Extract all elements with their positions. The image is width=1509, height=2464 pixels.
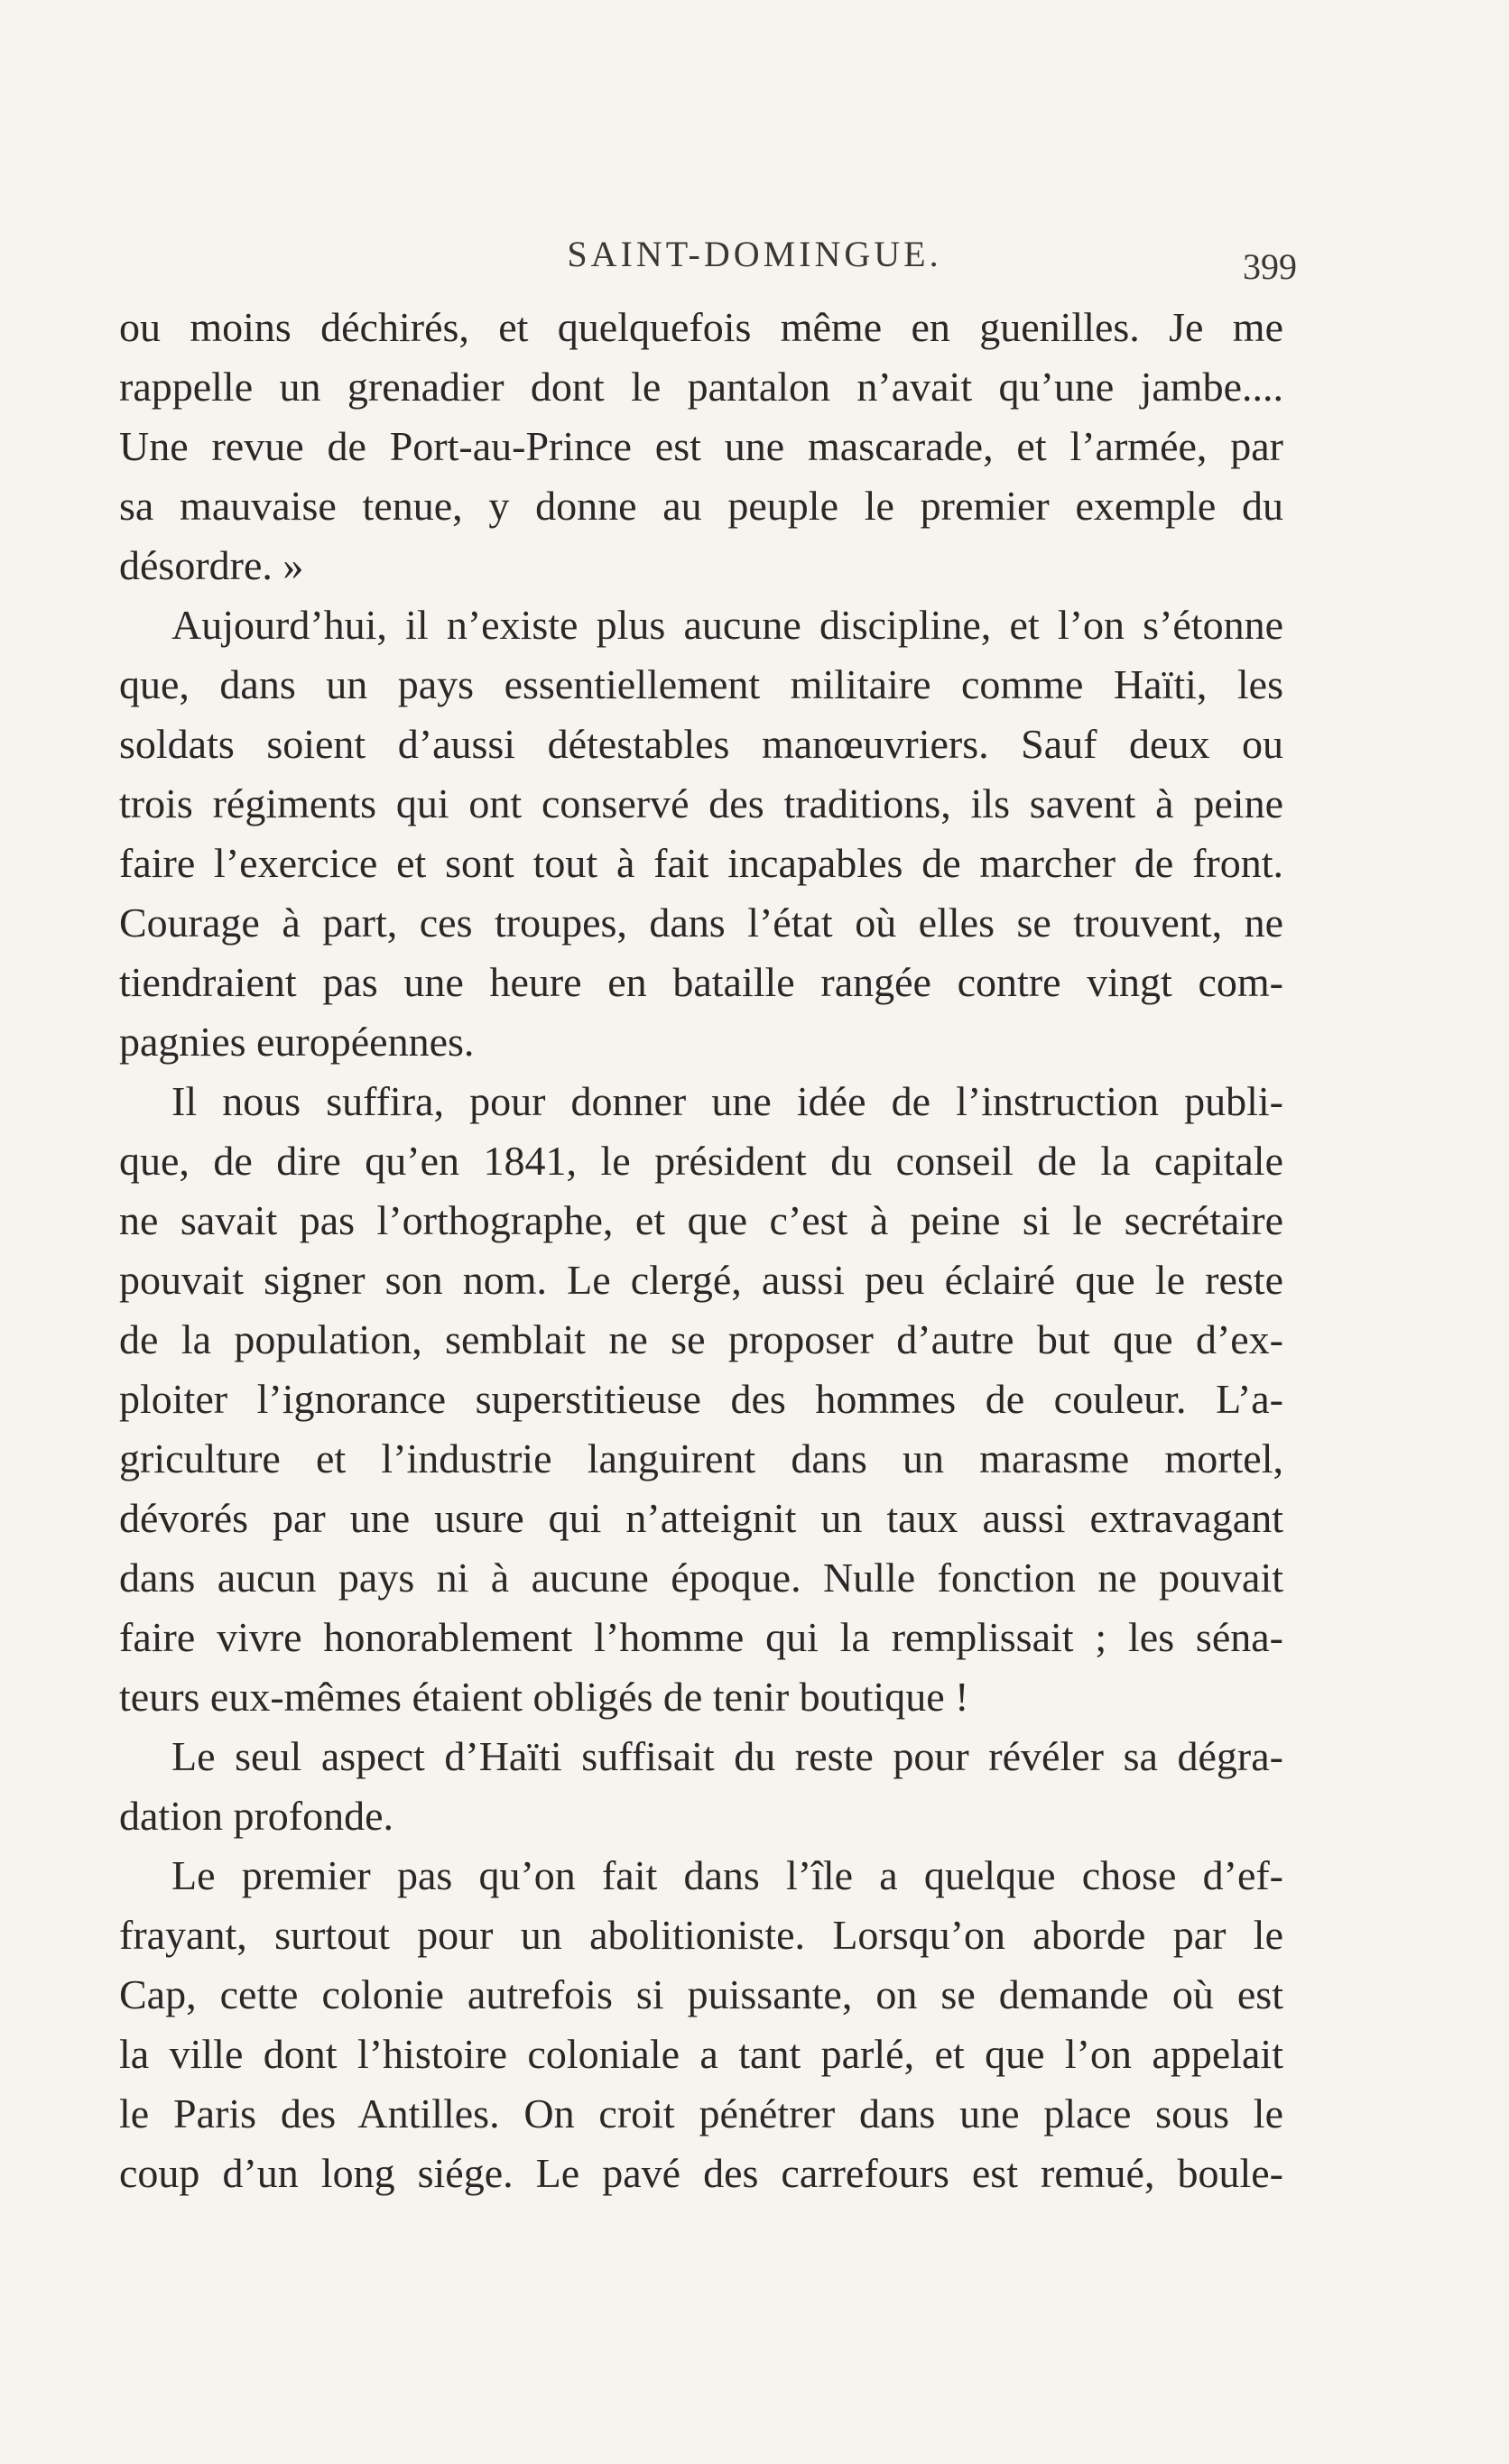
text-line: faire vivre honorablement l’homme qui la remplissait ; les séna- — [119, 1614, 1283, 1660]
text-line: coup d’un long siége. Le pavé des carrefours est remué, boule- — [119, 2150, 1283, 2196]
text-line: rappelle un grenadier dont le pantalon n’avait qu’une jambe.... — [119, 364, 1283, 410]
text-line: la ville dont l’histoire coloniale a tant parlé, et que l’on appelait — [119, 2031, 1283, 2077]
text-line: griculture et l’industrie languirent dans un marasme mortel, — [119, 1435, 1283, 1481]
text-line: ploiter l’ignorance superstitieuse des hommes de couleur. L’a- — [119, 1376, 1283, 1422]
text-line: sa mauvaise tenue, y donne au peuple le premier exemple du — [119, 483, 1283, 529]
text-line: de la population, semblait ne se proposer d’autre but que d’ex- — [119, 1316, 1283, 1362]
running-head — [0, 233, 1509, 287]
text-line: Aujourd’hui, il n’existe plus aucune discipline, et l’on s’étonne — [171, 602, 1283, 648]
text-line: que, de dire qu’en 1841, le président du conseil de la capitale — [119, 1138, 1283, 1184]
text-line: Courage à part, ces troupes, dans l’état où elles se trouvent, ne — [119, 900, 1283, 946]
text-line: Le seul aspect d’Haïti suffisait du reste pour révéler sa dégra- — [171, 1733, 1283, 1779]
text-line: teurs eux-mêmes étaient obligés de tenir boutique ! — [119, 1674, 969, 1720]
running-title: SAINT-DOMINGUE. — [567, 234, 942, 274]
text-line: Le premier pas qu’on fait dans l’île a quelque chose d’ef- — [171, 1852, 1283, 1898]
text-line: frayant, surtout pour un abolitioniste. Lorsqu’on aborde par le — [119, 1912, 1283, 1958]
text-line: ou moins déchirés, et quelquefois même en guenilles. Je me — [119, 304, 1283, 350]
text-line: ne savait pas l’orthographe, et que c’est à peine si le secrétaire — [119, 1197, 1283, 1243]
text-line: Une revue de Port-au-Prince est une mascarade, et l’armée, par — [119, 423, 1283, 469]
text-line: dans aucun pays ni à aucune époque. Nulle fonction ne pouvait — [119, 1555, 1283, 1601]
text-line: Il nous suffira, pour donner une idée de l’instruction publi- — [171, 1078, 1283, 1124]
text-line: que, dans un pays essentiellement militaire comme Haïti, les — [119, 661, 1283, 707]
text-line: trois régiments qui ont conservé des traditions, ils savent à peine — [119, 780, 1283, 826]
text-line: soldats soient d’aussi détestables manœuvriers. Sauf deux ou — [119, 721, 1283, 767]
text-line: faire l’exercice et sont tout à fait incapables de marcher de front. — [119, 840, 1283, 886]
text-line: Cap, cette colonie autrefois si puissante, on se demande où est — [119, 1971, 1283, 2017]
page-number: 399 — [1243, 246, 1297, 287]
text-line: dévorés par une usure qui n’atteignit un taux aussi extravagant — [119, 1495, 1283, 1541]
text-line: pouvait signer son nom. Le clergé, aussi peu éclairé que le reste — [119, 1257, 1283, 1303]
text-line: désordre. » — [119, 542, 304, 588]
text-line: dation profonde. — [119, 1793, 394, 1839]
text-line: pagnies européennes. — [119, 1019, 475, 1065]
text-line: le Paris des Antilles. On croit pénétrer dans une place sous le — [119, 2090, 1283, 2136]
text-line: tiendraient pas une heure en bataille rangée contre vingt com- — [119, 959, 1283, 1005]
body-text — [119, 298, 1283, 2203]
